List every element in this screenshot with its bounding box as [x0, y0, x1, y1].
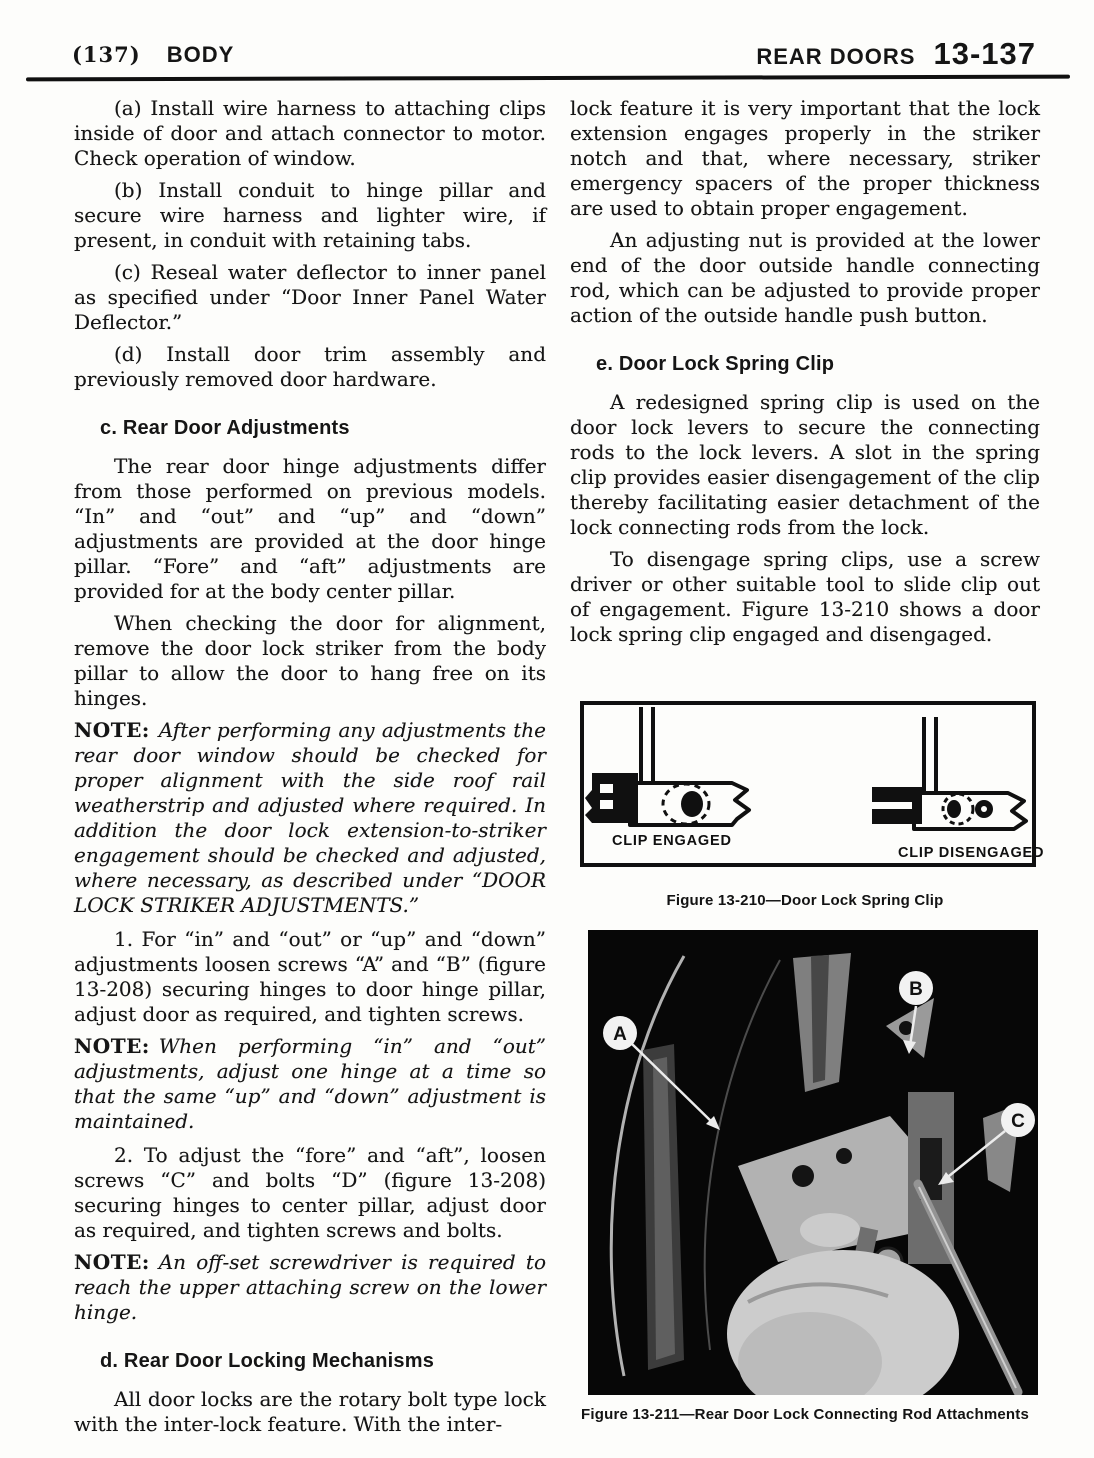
para-step-1: 1. For “in” and “out” or “up” and “down” adjustments loosen screws “A” and “B” (figure 13-208) securing hinges to door hinge pillar, adjust door as required, and tighten screws.: [74, 927, 546, 1026]
para-hinge-adjustments: The rear door hinge adjustments differ from those performed on previous models. “In” and “out” and “up” and “down” adjustments are provided at the door hinge pillar. “Fore” and “aft” adjustments are provided for at the body center pillar.: [74, 454, 546, 603]
clip-engaged-label: CLIP ENGAGED: [612, 833, 732, 849]
note-window-alignment: [74, 718, 546, 918]
clip-engaged-drawing: [585, 707, 749, 825]
note-one-hinge: [74, 1034, 546, 1134]
callout-b-letter: B: [909, 979, 923, 1000]
note-text: An off-set screwdriver is required to reach the upper attaching screw on the lower hinge.: [74, 1250, 546, 1324]
figure-13-210-caption: Figure 13-210—Door Lock Spring Clip: [666, 892, 944, 909]
clip-disengaged-label: CLIP DISENGAGED: [898, 845, 1045, 861]
para-reseal-deflector: (c) Reseal water deflector to inner panel as specified under “Door Inner Panel Water Deflector.”: [74, 260, 546, 334]
section-title: BODY: [166, 42, 235, 67]
note-text: When performing “in” and “out” adjustments, adjust one hinge at a time so that the same “up” and “down” adjustment is maintained.: [74, 1034, 546, 1133]
figure-13-211-caption: Figure 13-211—Rear Door Lock Connecting Rod Attachments: [580, 1406, 1030, 1423]
section-heading-spring-clip: e. Door Lock Spring Clip: [596, 353, 835, 375]
para-install-harness: (a) Install wire harness to attaching clips inside of door and attach connector to motor. Check operation of window.: [74, 96, 546, 170]
header-rule: [26, 75, 1070, 82]
para-step-2: 2. To adjust the “fore” and “aft”, loosen screws “C” and bolts “D” (figure 13-208) securing hinges to center pillar, adjust door as required, and tighten screws and bolts.: [74, 1143, 546, 1242]
header-left: [72, 42, 234, 68]
para-disengage-clips: To disengage spring clips, use a screw driver or other suitable tool to slide clip out of engagement. Figure 13-210 shows a door lock spring clip engaged and disengaged.: [570, 547, 1040, 646]
para-redesigned-clip: A redesigned spring clip is used on the door lock levers to secure the connecting rods to the lock levers. A slot in the spring clip provides easier disengagement of the clip thereby facilitating easier detachment of the lock connecting rods from the lock.: [570, 390, 1040, 539]
clip-disengaged-drawing: [872, 717, 1026, 829]
section-heading-rear-door-adjustments: c. Rear Door Adjustments: [100, 417, 350, 439]
note-label: NOTE:: [74, 1034, 150, 1058]
para-install-conduit: (b) Install conduit to hinge pillar and secure wire harness and lighter wire, if present, in conduit with retaining tabs.: [74, 178, 546, 252]
chapter-title: REAR DOORS: [756, 44, 916, 69]
note-offset-screwdriver: [74, 1250, 546, 1325]
page-number: 13-137: [933, 36, 1036, 71]
left-column: [74, 96, 546, 1444]
lock-mechanism-photo: [588, 930, 1038, 1395]
para-lock-feature: lock feature it is very important that the lock extension engages properly in the striker notch and that, where necessary, striker emergency spacers of the proper thickness are used to obtain proper engagement.: [570, 96, 1040, 220]
figure-13-210: [580, 701, 1045, 867]
para-rotary-bolt: All door locks are the rotary bolt type lock with the inter-lock feature. With the inter-: [74, 1387, 546, 1436]
callout-c-letter: C: [1011, 1111, 1025, 1132]
note-label: NOTE:: [74, 718, 150, 742]
note-label: NOTE:: [74, 1250, 150, 1274]
note-text: After performing any adjustments the rear door window should be checked for proper alignment with the side roof rail weatherstrip and adjusted where required. In addition the door lock extension-to-striker engagement should be checked and adjusted, where necessary, as described under “DOOR LOCK STRIKER ADJUSTMENTS.”: [74, 718, 546, 917]
right-column: [570, 96, 1040, 654]
para-install-trim: (d) Install door trim assembly and previously removed door hardware.: [74, 342, 546, 391]
para-adjusting-nut: An adjusting nut is provided at the lower end of the door outside handle connecting rod, which can be adjusted to provide proper action of the outside handle push button.: [570, 228, 1040, 327]
section-heading-locking-mechanisms: d. Rear Door Locking Mechanisms: [100, 1350, 435, 1372]
header-right: [756, 36, 1036, 72]
para-checking-alignment: When checking the door for alignment, remove the door lock striker from the body pillar to allow the door to hang free on its hinges.: [74, 611, 546, 710]
figure-13-211-photo: [588, 930, 1038, 1395]
page-reference: (137): [72, 42, 141, 67]
callout-a-letter: A: [613, 1024, 627, 1045]
